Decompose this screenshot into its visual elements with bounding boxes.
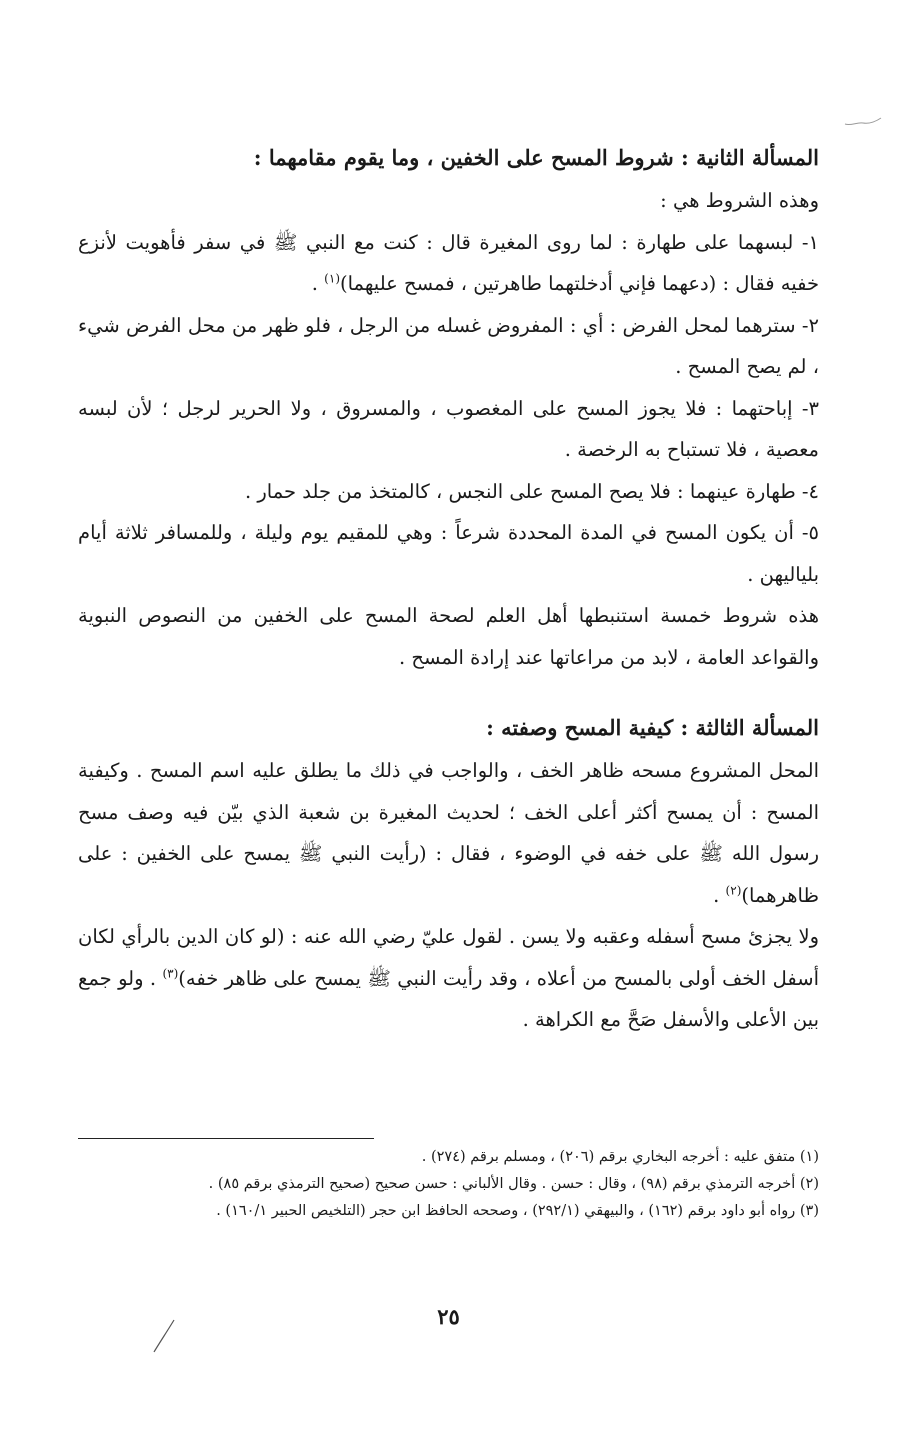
- condition-2-paragraph: ٢- سترهما لمحل الفرض : أي : المفروض غسله من الرجل ، فلو ظهر من محل الفرض شيء ، لم يصح المسح .: [78, 313, 819, 378]
- method-paragraph-2: [78, 916, 819, 1041]
- condition-1-paragraph: [78, 222, 819, 305]
- condition-1-text: ١- لبسهما على طهارة : لما روى المغيرة قال : كنت مع النبي ﷺ في سفر فأهويت لأنزع خفيه فقال : (دعهما فإني أدخلتهما طاهرتين ، فمسح عليهما): [78, 230, 819, 295]
- method-paragraph-2-text: ولا يجزئ مسح أسفله وعقبه ولا يسن . لقول عليّ رضي الله عنه : (لو كان الدين بالرأي لكان أسفل الخف أولى بالمسح من أعلاه ، وقد رأيت النبي ﷺ يمسح على ظاهر خفه): [78, 925, 819, 990]
- footnote-ref-1[interactable]: (١): [324, 271, 340, 286]
- section-heading-method: المسألة الثالثة : كيفية المسح وصفته :: [486, 715, 819, 740]
- footnote-divider: [78, 1138, 374, 1139]
- footnote-2: (٢) أخرجه الترمذي برقم (٩٨) ، وقال : حسن . وقال الألباني : حسن صحيح (صحيح الترمذي برقم ٨٥) .: [208, 1176, 819, 1192]
- section-heading-conditions: المسألة الثانية : شروط المسح على الخفين ، وما يقوم مقامهما :: [253, 145, 819, 170]
- margin-scribble-icon: [843, 112, 883, 132]
- main-text: [78, 136, 819, 1041]
- footnote-ref-3[interactable]: (٣): [162, 966, 179, 980]
- method-paragraph-1-tail: .: [713, 883, 726, 907]
- condition-3-paragraph: ٣- إباحتهما : فلا يجوز المسح على المغصوب ، والمسروق ، ولا الحرير لرجل ؛ لأن لبسه معصية ، فلا تستباح به الرخصة .: [78, 396, 819, 461]
- footnotes-section: [78, 1144, 819, 1225]
- intro-paragraph: وهذه الشروط هي :: [660, 189, 819, 212]
- footnote-1: (١) متفق عليه : أخرجه البخاري برقم (٢٠٦) ، ومسلم برقم (٢٧٤) .: [421, 1149, 819, 1165]
- page-number: ٢٥: [437, 1304, 460, 1329]
- method-paragraph-2-tail: . ولو جمع بين الأعلى والأسفل صَحَّ مع الكراهة .: [78, 966, 819, 1031]
- footnote-divider-wrap: [78, 1138, 374, 1147]
- footnote-ref-2[interactable]: (٢): [725, 883, 742, 897]
- condition-1-tail: .: [311, 272, 325, 295]
- footnote-3: (٣) رواه أبو داود برقم (١٦٢) ، والبيهقي (٢٩٢/١) ، وصححه الحافظ ابن حجر (التلخيص الحبير ١٦٠/١) .: [216, 1203, 819, 1219]
- method-paragraph-1-text: المحل المشروع مسحه ظاهر الخف ، والواجب في ذلك ما يطلق عليه اسم المسح . وكيفية المسح : أن يمسح أكثر أعلى الخف ؛ لحديث المغيرة بن شعبة الذي بيّن فيه وصف مسح رسول الله ﷺ على خفه في الوضوء ، فقال : (رأيت النبي ﷺ يمسح على الخفين : على ظاهرهما): [78, 759, 819, 907]
- conditions-summary-paragraph: هذه شروط خمسة استنبطها أهل العلم لصحة المسح على الخفين من النصوص النبوية والقواعد العامة ، لابد من مراعاتها عند إرادة المسح .: [78, 604, 819, 669]
- condition-4-paragraph: ٤- طهارة عينهما : فلا يصح المسح على النجس ، كالمتخذ من جلد حمار .: [244, 479, 819, 503]
- condition-5-paragraph: ٥- أن يكون المسح في المدة المحددة شرعاً : وهي للمقيم يوم وليلة ، وللمسافر ثلاثة أيام بلياليهن .: [78, 521, 819, 586]
- method-paragraph-1: [78, 750, 819, 916]
- margin-pencil-mark-icon: [148, 1316, 178, 1356]
